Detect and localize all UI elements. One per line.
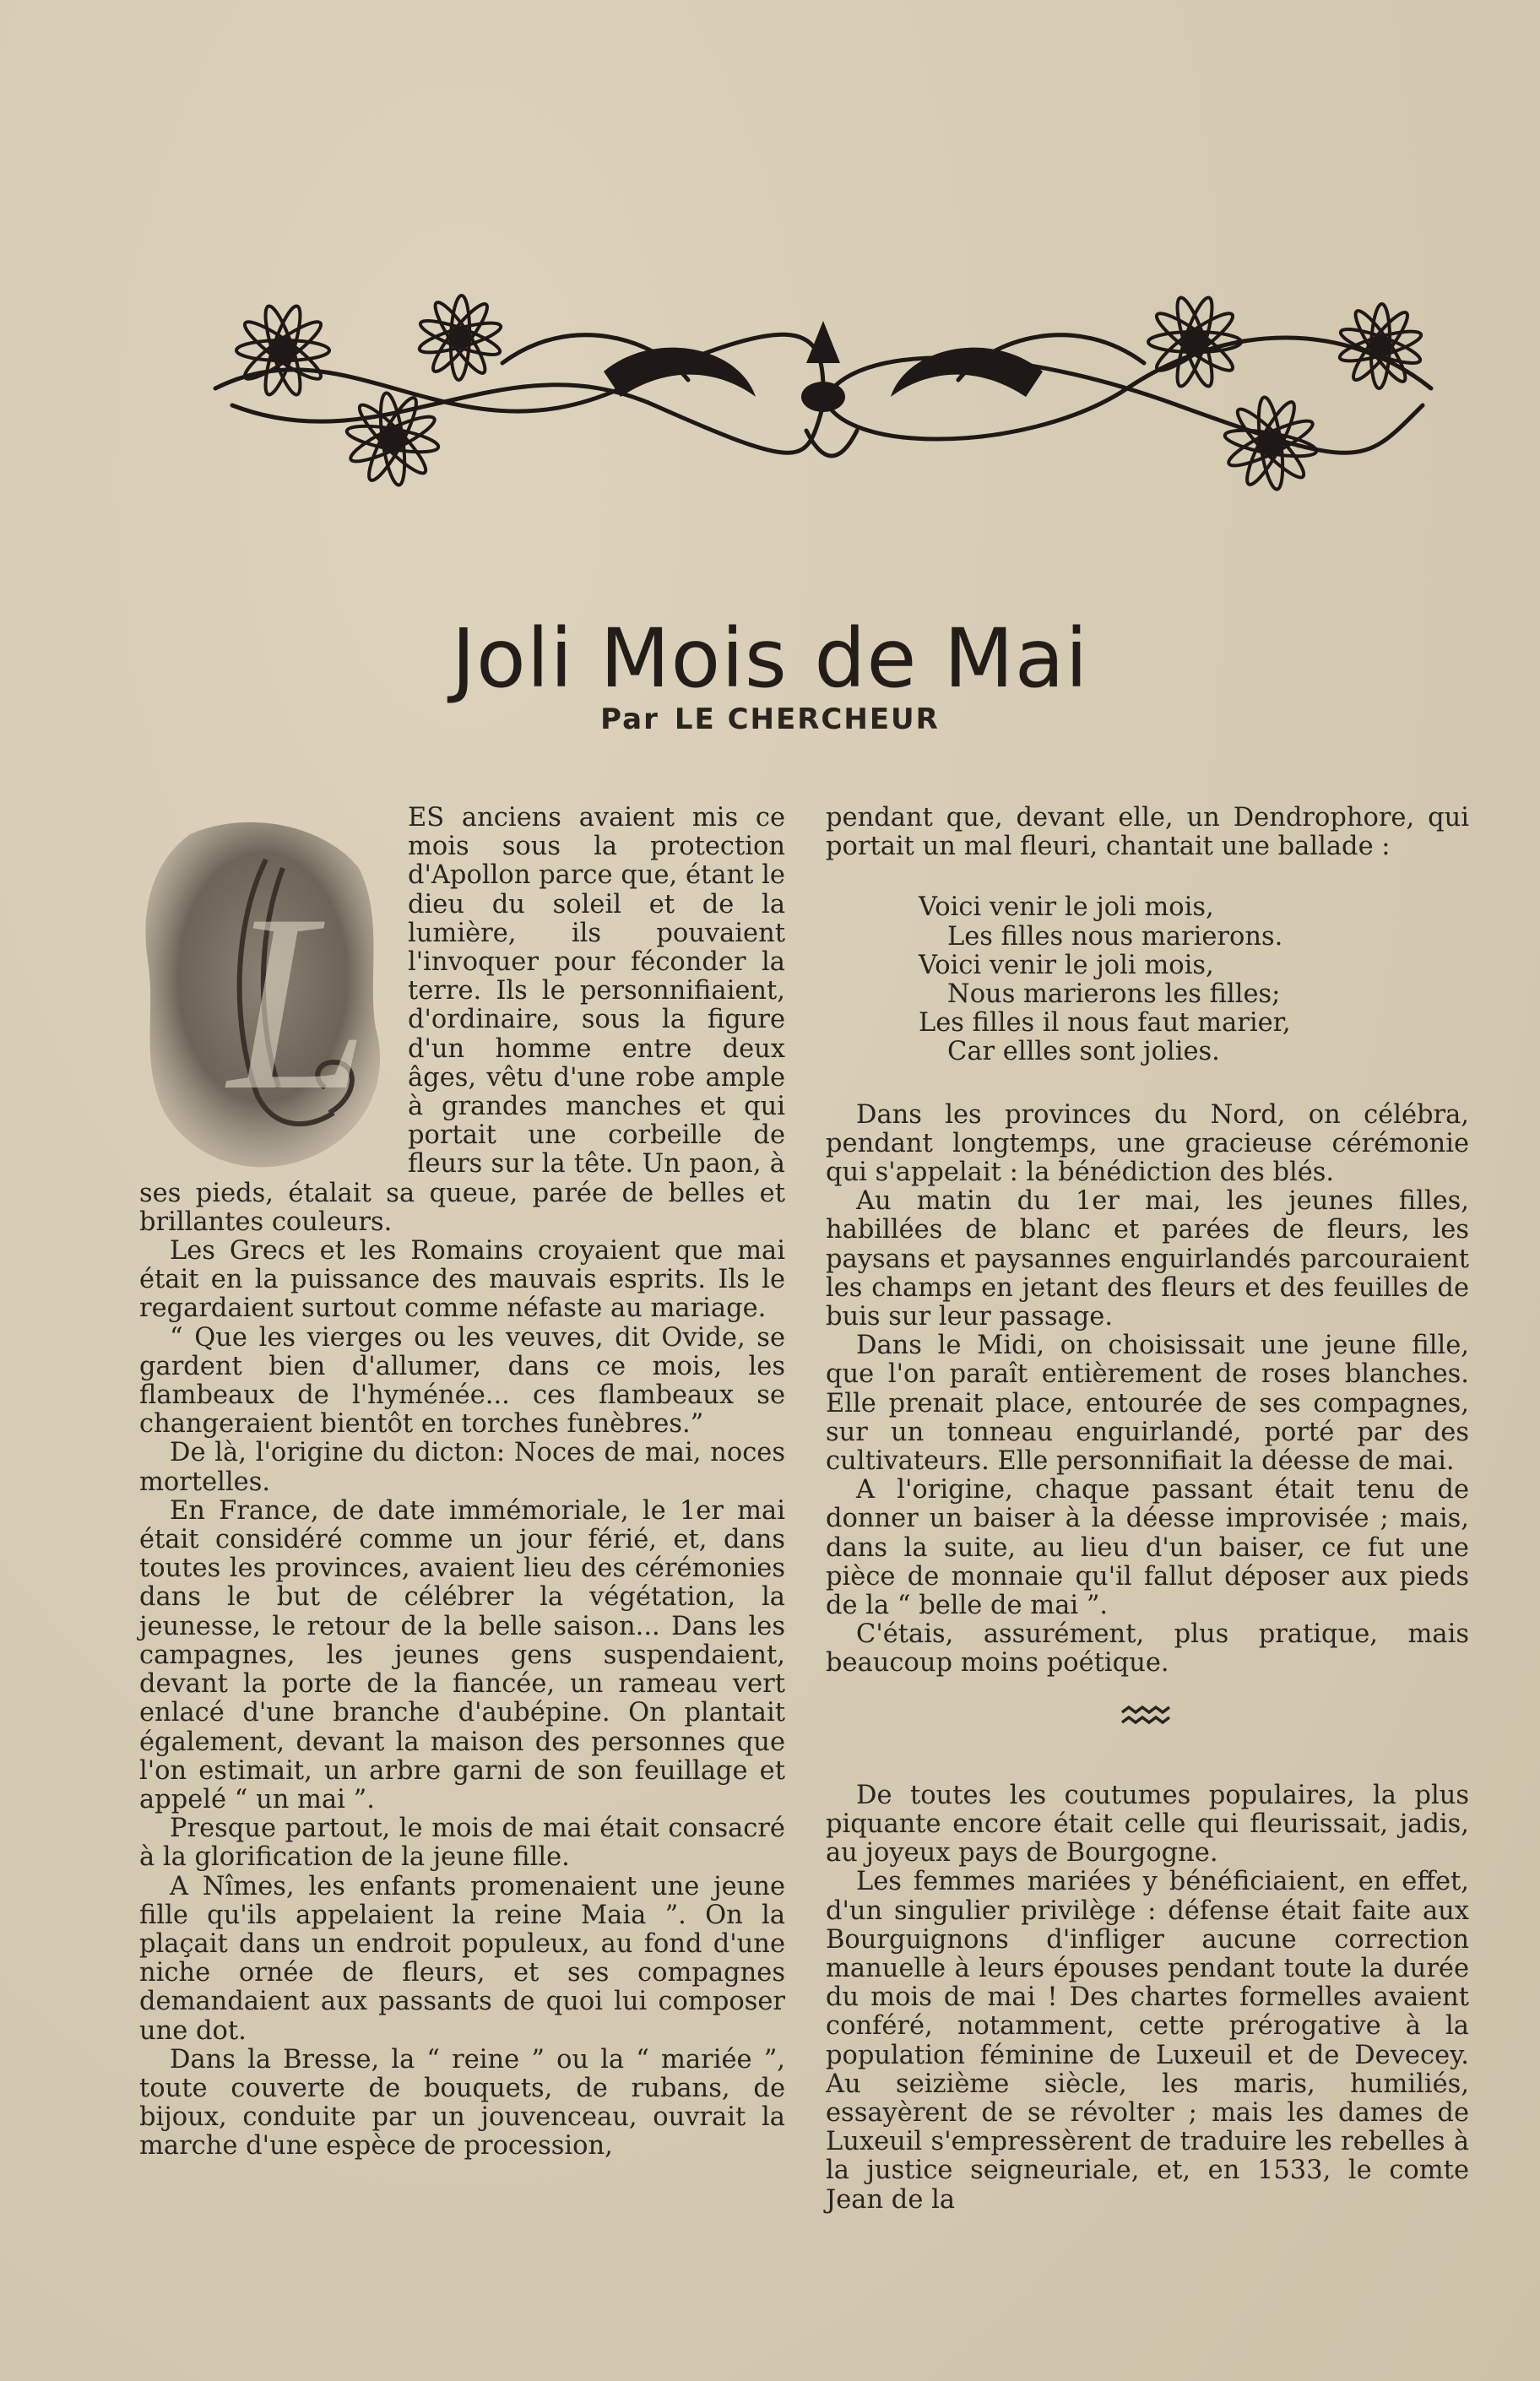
- paragraph: De toutes les coutumes populaires, la plus piquante encore était celle qui fleurissait, jadis, au joyeux pays de Bourgogne.: [826, 1780, 1469, 1868]
- paragraph: Dans le Midi, on choisissait une jeune fille, que l'on paraît entièrement de roses blanches. Elle prenait place, entourée de ses compagnes, sur un tonneau enguirlandé, porté par des cultivateurs. Elle personnifiait la déesse de mai.: [826, 1331, 1469, 1477]
- paragraph: Dans la Bresse, la “ reine ” ou la “ mariée ”, toute couverte de bouquets, de rubans, de bijoux, conduite par un jouvenceau, ouvrait la marche d'une espèce de procession,: [139, 2044, 785, 2161]
- section-separator: [826, 1704, 1469, 1729]
- wave-ornament-icon: [1120, 1704, 1174, 1729]
- paragraph: ES anciens avaient mis ce mois sous la protection d'Apollon parce que, étant le dieu du soleil et de la lumière, ils pouvaient l'invoquer pour féconder la terre. Ils le personnifiaient, d'ordinaire, sous la figure d'un homme entre deux âges, vêtu d'une robe ample à grandes manches et qui portait une corbeille de fleurs sur la tête. Un paon, à ses pieds, étalait sa queue, parée de belles et brillantes couleurs.: [139, 803, 785, 1237]
- poem-line: Nous marierons les filles;: [947, 979, 1281, 1010]
- dropcap-illustration: [139, 809, 393, 1179]
- byline: [0, 702, 1540, 736]
- paragraph: Presque partout, le mois de mai était consacré à la glorification de la jeune fille.: [139, 1814, 785, 1873]
- right-column: [826, 804, 1469, 2215]
- ballad-poem: [919, 893, 1469, 1066]
- poem-line: Les filles nous marierons.: [947, 921, 1283, 952]
- left-column: [139, 804, 785, 2161]
- poem-line: Les filles il nous faut marier,: [919, 1008, 1291, 1039]
- paragraph: En France, de date immémoriale, le 1er mai était considéré comme un jour férié, et, dans toutes les provinces, avaient lieu des cérémonies dans le but de célébrer la végétation, la jeunesse, le retour de la belle saison... Dans les campagnes, les jeunes gens suspendaient, devant la porte de la fiancée, un rameau vert enlacé d'une branche d'aubépine. On plantait également, devant la maison des personnes que l'on estimait, un arbre garni de son feuillage et appelé “ un mai ”.: [139, 1495, 785, 1814]
- article-title: Joli Mois de Mai: [451, 611, 1089, 707]
- paragraph: A Nîmes, les enfants promenaient une jeune fille qu'ils appelaient la reine Maia ”. On la plaçait dans un endroit populeux, au fond d'une niche ornée de fleurs, et ses compagnes demandaient aux passants de quoi lui composer une dot.: [139, 1871, 785, 2046]
- paragraph: Les Grecs et les Romains croyaient que mai était en la puissance des mauvais esprits. Ils le regardaient surtout comme néfaste au mariage.: [139, 1236, 785, 1324]
- poem-line: Voici venir le joli mois,: [919, 950, 1214, 980]
- floral-vine-ornament: [182, 270, 1465, 498]
- paragraph: Les femmes mariées y bénéficiaient, en effet, d'un singulier privilège : défense était faite aux Bourguignons d'infliger aucune correction manuelle à leurs épouses pendant toute la durée du mois de mai ! Des chartes formelles avaient conféré, notamment, cette prérogative à la population féminine de Luxeuil et de Devecey. Au seizième siècle, les maris, humiliés, essayèrent de se révolter ; mais les dames de Luxeuil s'empressèrent de traduire les rebelles à la justice seigneuriale, et, en 1533, le comte Jean de la: [826, 1867, 1469, 2215]
- dropcap-letter: L: [228, 862, 369, 1142]
- paragraph: De là, l'origine du dicton: Noces de mai, noces mortelles.: [139, 1438, 785, 1497]
- byline-prefix: Par: [600, 702, 659, 736]
- paragraph: pendant que, devant elle, un Dendrophore, qui portait un mal fleuri, chantait une ballade :: [826, 803, 1469, 862]
- poem-line: Voici venir le joli mois,: [919, 892, 1214, 923]
- paragraph: Dans les provinces du Nord, on célébra, pendant longtemps, une gracieuse cérémonie qui s'appelait : la bénédiction des blés.: [826, 1099, 1469, 1188]
- paragraph: “ Que les vierges ou les veuves, dit Ovide, se gardent bien d'allumer, dans ce mois, les flambeaux de l'hyménée... ces flambeaux se changeraient bientôt en torches funèbres.”: [139, 1322, 785, 1440]
- paragraph: A l'origine, chaque passant était tenu de donner un baiser à la déesse improvisée ; mais, dans la suite, au lieu d'un baiser, ce fut une pièce de monnaie qu'il fallut déposer aux pieds de la “ belle de mai ”.: [826, 1475, 1469, 1621]
- byline-author: LE CHERCHEUR: [674, 702, 940, 736]
- paragraph: Au matin du 1er mai, les jeunes filles, habillées de blanc et parées de fleurs, les paysans et paysannes enguirlandés parcouraient les champs en jetant des fleurs et des feuilles de buis sur leur passage.: [826, 1186, 1469, 1332]
- poem-line: Car ellles sont jolies.: [947, 1037, 1220, 1067]
- paragraph: C'étais, assurément, plus pratique, mais beaucoup moins poétique.: [826, 1619, 1469, 1679]
